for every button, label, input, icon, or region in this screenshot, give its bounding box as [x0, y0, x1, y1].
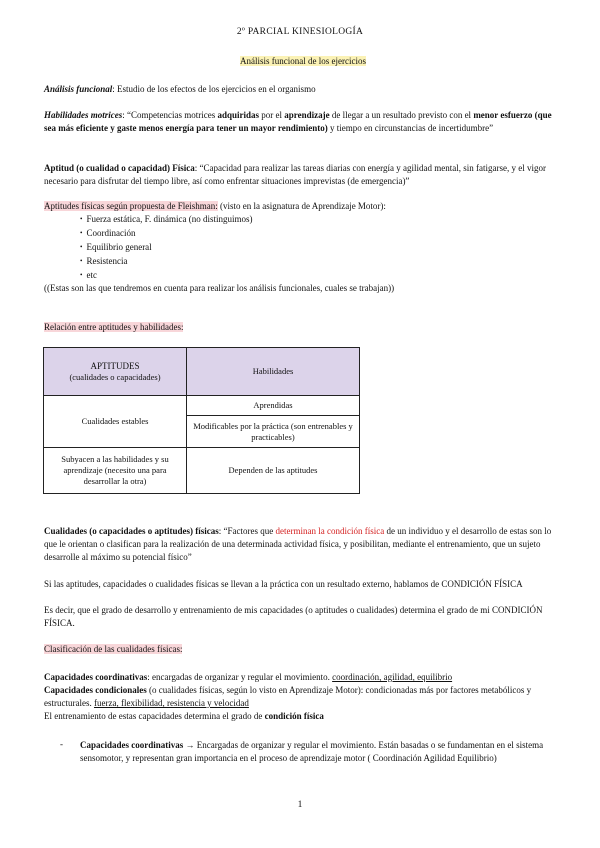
- page-number: 1: [297, 800, 303, 810]
- analisis-funcional-term: Análisis funcional: [44, 84, 113, 94]
- relacion-heading-line: [44, 321, 562, 334]
- entrenamiento-line: [44, 710, 562, 723]
- aptitud-fisica-term: Aptitud (o cualidad o capacidad) Física: [44, 163, 195, 173]
- subtitle: Análisis funcional de los ejercicios: [240, 56, 366, 66]
- table-cell-cualidades-estables: Cualidades estables: [44, 396, 187, 448]
- cd-underlined: fuerza, flexibilidad, resistencia y velocidad: [93, 698, 249, 708]
- cualidades-fisicas-paragraph: [44, 525, 562, 564]
- cf-text-1: : “Factores que: [218, 526, 276, 536]
- table-cell-subyacen: Subyacen a las habilidades y su aprendizaje (necesito una para desarrollar la otra): [44, 448, 187, 494]
- aptitud-fisica-paragraph: [44, 162, 562, 188]
- hm-bold-menor-esfuerzo: menor esfuerzo (que sea más eficiente y gaste menos energía para tener un mayor rendimiento): [44, 110, 552, 133]
- clasificacion-heading-line: [44, 643, 562, 656]
- cc2-text: → Encargadas de organizar y regular el movimiento. Están basadas o se fundamentan en el sistema sensomotor, y representan gran importancia en el proceso de aprendizaje motor ( Coordinación Agilidad Equilibrio): [80, 740, 544, 763]
- hm-text-2: por el: [259, 110, 285, 120]
- cd-text: (o cualidades físicas, según lo visto en Aprendizaje Motor): condicionadas más por factores metabólicos y estructurales.: [44, 685, 532, 708]
- relacion-heading: Relación entre aptitudes y habilidades:: [44, 322, 184, 332]
- document-title: 2º PARCIAL KINESIOLOGÍA: [236, 27, 364, 37]
- cc-text: : encargadas de organizar y regular el movimiento.: [147, 672, 333, 682]
- condicion-fisica-paragraph-2: Es decir, que el grado de desarrollo y entrenamiento de mis capacidades (o aptitudes o cualidades) determina el grado de mi CONDICIÓN FÍSICA.: [44, 605, 543, 628]
- capacidades-condicionales-line: [44, 684, 562, 710]
- habilidades-motrices-term: Habilidades motrices: [44, 110, 123, 120]
- subtitle-line: [44, 55, 562, 68]
- list-item: • Resistencia: [80, 255, 252, 269]
- table-cell-modificables: Modificables por la práctica (son entrenables y practicables): [187, 416, 360, 448]
- aptitud-fisica-definition: : “Capacidad para realizar las tareas diarias con energía y agilidad mental, sin fatigarse, y el vigor necesario para disfrutar del tiempo libre, así como enfrentar situaciones imprevistas (de emergencia)”: [44, 163, 546, 186]
- ent-bold: condición física: [264, 711, 324, 721]
- fleishman-footnote: ((Estas son las que tendremos en cuenta para realizar los análisis funcionales, cuales se trabajan)): [44, 283, 395, 293]
- condicion-fisica-red-text: determinan la condición física: [275, 526, 385, 536]
- capacidades-coordinativas-line: [44, 671, 562, 684]
- dash-bullet: -: [60, 739, 63, 749]
- fleishman-list: [80, 213, 252, 283]
- clasificacion-heading: Clasificación de las cualidades físicas:: [44, 644, 183, 654]
- table-header-aptitudes-sub: (cualidades o capacidades): [69, 371, 161, 382]
- capacidades-condicionales-term: Capacidades condicionales: [44, 685, 147, 695]
- list-item: • Fuerza estática, F. dinámica (no distinguimos): [80, 213, 252, 227]
- cf-text-2: de un individuo y el desarrollo de estas son lo que le orientan o clasifican para la realización de una determinada actividad física, y posibilitan, mediante el entrenamiento, que un sujeto desarrolle al máximo su potencial físico”: [44, 526, 552, 562]
- capacidades-block: [44, 671, 562, 723]
- habilidades-motrices-paragraph: [44, 109, 562, 135]
- list-item: • Coordinación: [80, 227, 252, 241]
- hm-bold-adquiridas: adquiridas: [217, 110, 260, 120]
- analisis-funcional-definition: : Estudio de los efectos de los ejercicios en el organismo: [112, 84, 316, 94]
- table-header-habilidades: Habilidades: [187, 348, 360, 396]
- ent-text: El entrenamiento de estas capacidades determina el grado de: [44, 711, 265, 721]
- table-header-aptitudes: [44, 348, 187, 396]
- capacidades-coordinativas-detail-term: Capacidades coordinativas: [80, 740, 184, 750]
- hm-text-1: : “Competencias motrices: [122, 110, 218, 120]
- condicion-fisica-paragraph-1: Si las aptitudes, capacidades o cualidades físicas se llevan a la práctica con un resultado externo, hablamos de CONDICIÓN FÍSICA: [44, 579, 523, 589]
- table-cell-dependen: Dependen de las aptitudes: [187, 448, 360, 494]
- analisis-funcional-paragraph: [44, 83, 562, 96]
- list-item: • Equilibrio general: [80, 241, 252, 255]
- capacidades-coordinativas-detail: [80, 739, 564, 765]
- cualidades-fisicas-term: Cualidades (o capacidades o aptitudes) físicas: [44, 526, 219, 536]
- hm-text-3: de llegar a un resultado previsto con el: [329, 110, 474, 120]
- hm-text-4: y tiempo en circunstancias de incertidumbre”: [327, 123, 494, 133]
- cc-underlined: coordinación, agilidad, equilibrio: [332, 672, 453, 682]
- aptitudes-habilidades-table: [43, 347, 360, 494]
- table-cell-aprendidas: Aprendidas: [187, 396, 360, 416]
- table-header-aptitudes-title: APTITUDES: [90, 360, 140, 371]
- hm-bold-aprendizaje: aprendizaje: [284, 110, 330, 120]
- capacidades-coordinativas-term: Capacidades coordinativas: [44, 672, 148, 682]
- fleishman-paragraph: [44, 200, 562, 213]
- fleishman-heading: Aptitudes físicas según propuesta de Fleishman:: [44, 201, 218, 211]
- fleishman-note: (visto en la asignatura de Aprendizaje Motor):: [217, 201, 386, 211]
- list-item: • etc: [80, 269, 252, 283]
